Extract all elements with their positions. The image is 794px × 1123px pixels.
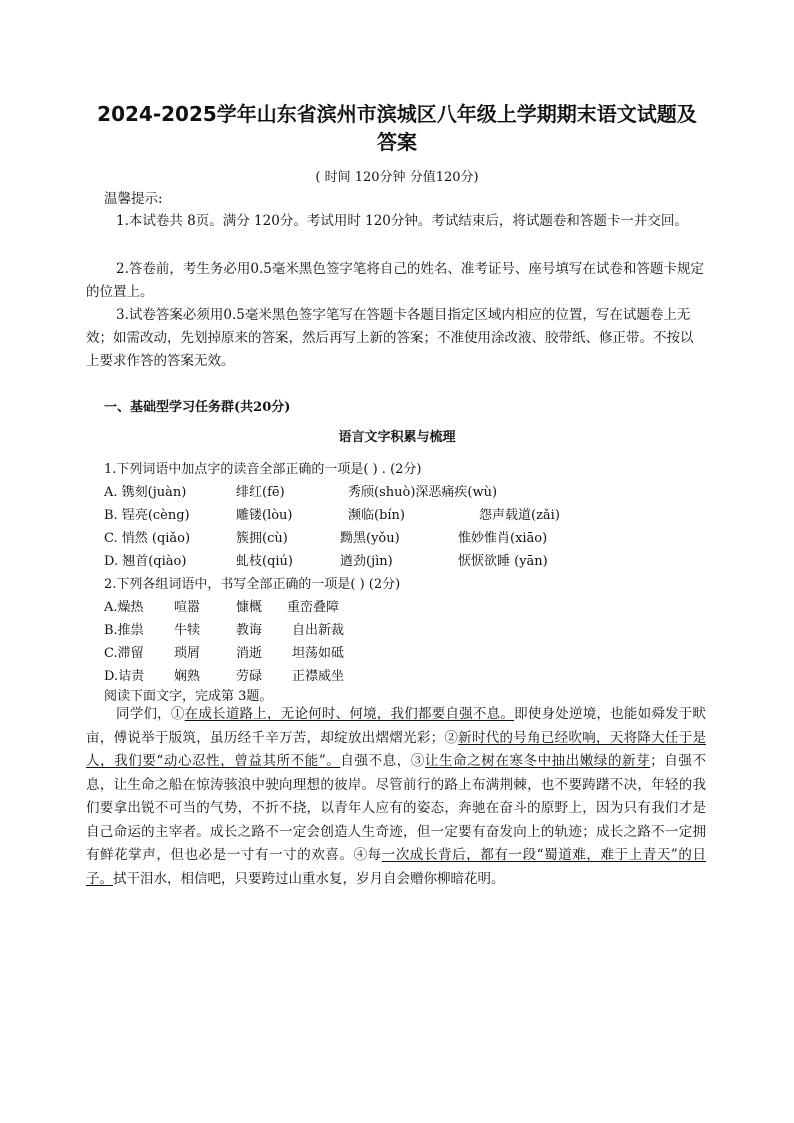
q2-option-d <box>104 665 724 687</box>
q2-a-3: 慷概 <box>236 600 263 615</box>
q1-a-3: 秀颀(shuò)深恶痛疾(wù) <box>348 485 498 500</box>
section-subheading: 语言文字积累与梳理 <box>338 430 456 445</box>
q1-a-2: 绯红(fē) <box>236 485 285 500</box>
title-line-2: 答案 <box>377 130 417 154</box>
q1-option-a <box>104 481 724 503</box>
reading-intro: 阅读下面文字，完成第 3题。 <box>104 689 273 704</box>
q2-b-1: B.推祟 <box>104 623 144 638</box>
underlined-sentence-1: 在成长道路上，无论何时、何境，我们都要自强不息。 <box>184 706 515 722</box>
underlined-sentence-3: 让生命之树在寒冬中抽出嫩绿的新芽 <box>424 753 651 769</box>
page-title <box>80 100 714 156</box>
q1-option-d <box>104 550 724 572</box>
q2-c-3: 消逝 <box>236 646 263 661</box>
q1-d-2: 虬枝(qiú) <box>236 554 293 569</box>
title-line-1: 2024-2025学年山东省滨州市滨城区八年级上学期期末语文试题及 <box>97 102 697 126</box>
q1-c-1: C. 悄然 (qiǎo) <box>104 531 191 546</box>
passage-text-5: 拭干泪水，相信吧，只要跨过山重水复，岁月自会赠你柳暗花明。 <box>113 870 505 887</box>
question-2-stem: 2.下列各组词语中，书写全部正确的一项是( ) (2分) <box>104 577 401 592</box>
reading-passage <box>86 703 706 891</box>
q1-b-4: 怨声载道(zǎi) <box>479 508 560 523</box>
tips-heading: 温馨提示: <box>104 191 163 207</box>
q2-d-4: 正襟威坐 <box>292 669 345 684</box>
q2-d-1: D.诘责 <box>104 669 145 684</box>
passage-text-4: ；自强不息，让生命之船在惊涛骇浪中驶向理想的彼岸。尽管前行的路上布满荆棘，也不要踌躇不决，年轻的我们要拿出锐不可当的气势，不折不挠，以青年人应有的姿态，奔驰在奋斗的原野上，因为只有我们才是自己命运的主宰者。成长之路不一定会创造人生奇迹，但一定要有奋发向上的轨迹；成长之路不一定拥有鲜花掌声，但也必是一寸有一寸的欢喜。④每 <box>86 753 707 863</box>
q1-a-1: A. 镌刻(juàn) <box>104 485 187 500</box>
q1-c-3: 黝黑(yǒu) <box>340 531 400 546</box>
q2-option-a <box>104 596 724 618</box>
q2-a-4: 重峦叠障 <box>287 600 340 615</box>
q1-d-1: D. 翘首(qiào) <box>104 554 187 569</box>
tip-3: 3.试卷答案必须用0.5毫米黑色签字笔写在答题卡各题目指定区域内相应的位置，写在试题卷上无效；如需改动，先划掉原来的答案，然后再写上新的答案；不准使用涂改液、胶带纸、修正带。不按以上要求作答的答案无效。 <box>86 307 694 369</box>
q2-b-2: 牛犊 <box>174 623 201 638</box>
underlined-sentence-4: 一次成长背后，都有一段“蜀道难，难于上青天”的日子。 <box>86 847 706 887</box>
passage-text-3: 自强不息，③ <box>340 753 425 769</box>
q2-c-2: 琐屑 <box>174 646 201 661</box>
q1-option-c <box>104 527 724 549</box>
q1-b-2: 雕镂(lòu) <box>236 508 293 523</box>
q2-option-b <box>104 619 724 641</box>
q2-c-1: C.滞留 <box>104 646 144 661</box>
q2-b-3: 教诲 <box>236 623 263 638</box>
q2-option-c <box>104 642 724 664</box>
q2-a-1: A.燥热 <box>104 600 144 615</box>
tip-1: 1.本试卷共 8页。满分 120分。考试用时 120分钟。考试结束后，将试题卷和答题卡一并交回。 <box>116 213 688 229</box>
passage-text-1: 同学们，① <box>116 706 185 722</box>
tip-2: 2.答卷前，考生务必用0.5毫米黑色签字笔将自己的姓名、准考证号、座号填写在试卷和答题卡规定的位置上。 <box>86 261 704 300</box>
q2-b-4: 自出新裁 <box>292 623 345 638</box>
q2-d-2: 娴熟 <box>174 669 201 684</box>
q1-b-1: B. 锃亮(cèng) <box>104 508 190 523</box>
passage-text-2: 即使身处逆境，也能如舜发于畎亩，傅说举于版筑，虽历经千辛万苦，却绽放出熠熠光彩；② <box>86 706 707 746</box>
q1-c-4: 惟妙惟肖(xiāo) <box>458 531 548 546</box>
q2-a-2: 喧嚣 <box>174 600 201 615</box>
q1-d-3: 遒劲(jìn) <box>340 554 393 569</box>
q2-c-4: 坦荡如砥 <box>292 646 345 661</box>
q1-b-3: 濒临(bín) <box>348 508 405 523</box>
underlined-sentence-2: 新时代的号角已经吹响，天将降大任于是人，我们要“动心忍性，曾益其所不能”。 <box>86 729 707 769</box>
q1-c-2: 簇拥(cù) <box>236 531 288 546</box>
question-1-stem: 1.下列词语中加点字的读音全部正确的一项是( ) . (2分) <box>104 462 422 477</box>
q2-d-3: 劳碌 <box>236 669 263 684</box>
exam-time-score: ( 时间 120分钟 分值120分) <box>315 170 479 185</box>
q1-option-b <box>104 504 724 526</box>
q1-d-4: 恹恹欲睡 (yān) <box>458 554 548 569</box>
section-heading: 一、基础型学习任务群(共20分) <box>104 400 291 415</box>
